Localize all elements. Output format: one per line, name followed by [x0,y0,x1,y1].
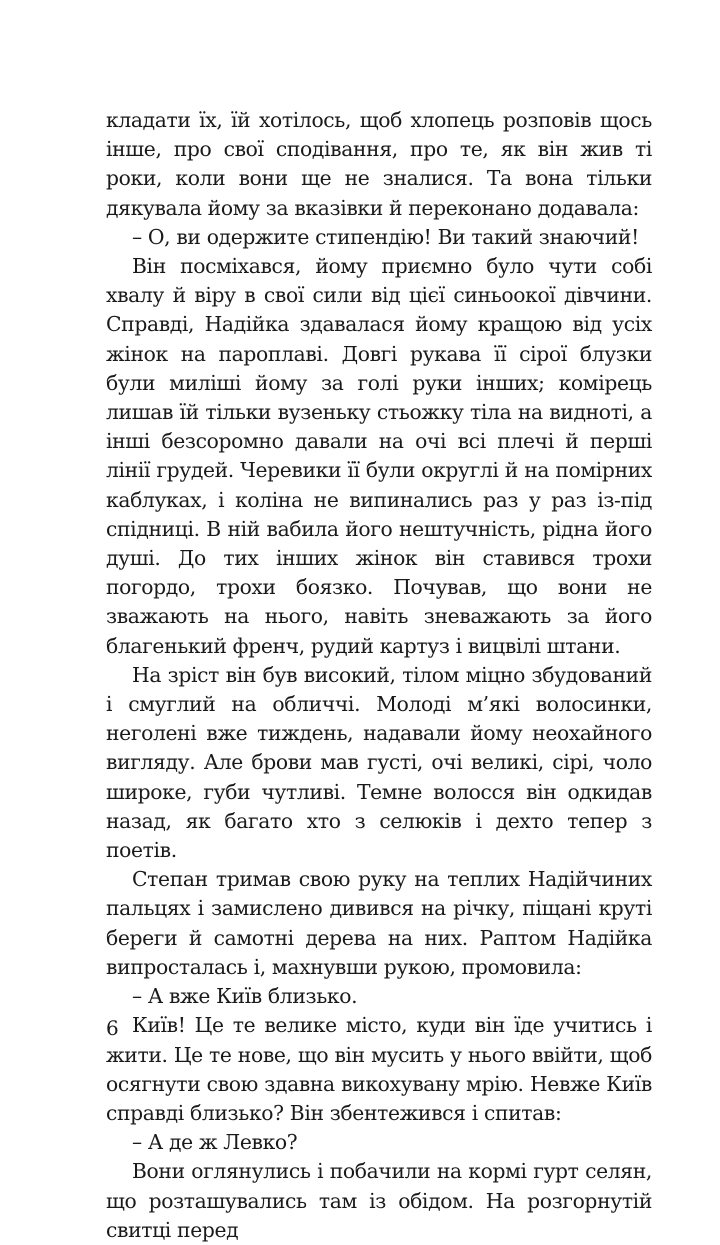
paragraph: Степан тримав свою руку на теплих Надійчиних пальцях і замислено дивився на річку, піщані круті береги й самотні дерева на них. Раптом Надійка випросталась і, махнувши рукою, промовила: [106,867,652,979]
paragraph-dialogue: – А де ж Левко? [132,1130,298,1155]
paragraph-dialogue: – А вже Київ близько. [132,984,358,1009]
page-number: 6 [106,1016,119,1040]
paragraph: Вони оглянулись і побачили на кормі гурт селян, що розташувались там із обідом. На розгорнутій свитці перед [106,1159,652,1242]
body-text [106,106,652,1245]
paragraph: На зріст він був високий, тілом міцно збудований і смуглий на обличчі. Молоді м’які волосинки, неголені вже тиждень, надавали йому неохайного вигляду. Але брови мав густі, очі великі, сірі, чоло широке, губи чутливі. Темне волосся він одкидав назад, як багато хто з селюків і дехто тепер з поетів. [106,662,652,863]
paragraph-continuation: кладати їх, їй хотілось, щоб хлопець розповів щось інше, про свої сподівання, про те, як він жив ті роки, коли вони ще не зналися. Та вона тільки дякувала йому за вказівки й переконано додавала: [106,108,652,220]
paragraph: Київ! Це те велике місто, куди він їде учитись і жити. Це те нове, що він мусить у нього ввійти, щоб осягнути свою здавна викохувану мрію. Невже Київ справді близько? Він збентежився і спитав: [106,1013,652,1125]
paragraph-dialogue: – О, ви одержите стипендію! Ви такий знаючий! [132,224,639,249]
paragraph: Він посміхався, йому приємно було чути собі хвалу й віру в свої сили від цієї синьоокої дівчини. Справді, Надійка здавалася йому кращою від усіх жінок на пароплаві. Довгі рукава її сірої блузки були миліші йому за голі руки інших; комірець лишав їй тільки вузеньку стьожку тіла на видноті, а інші безсоромно давали на очі всі плечі й перші лінії грудей. Черевики її були округлі й на помірних каблуках, і коліна не випинались раз у раз із-під спідниці. В ній вабила його нештучність, рідна його душі. До тих інших жінок він ставився трохи погордо, трохи боязко. Почував, що вони не зважають на нього, навіть зневажають за його благенький френч, рудий картуз і вицвілі штани. [106,254,652,658]
